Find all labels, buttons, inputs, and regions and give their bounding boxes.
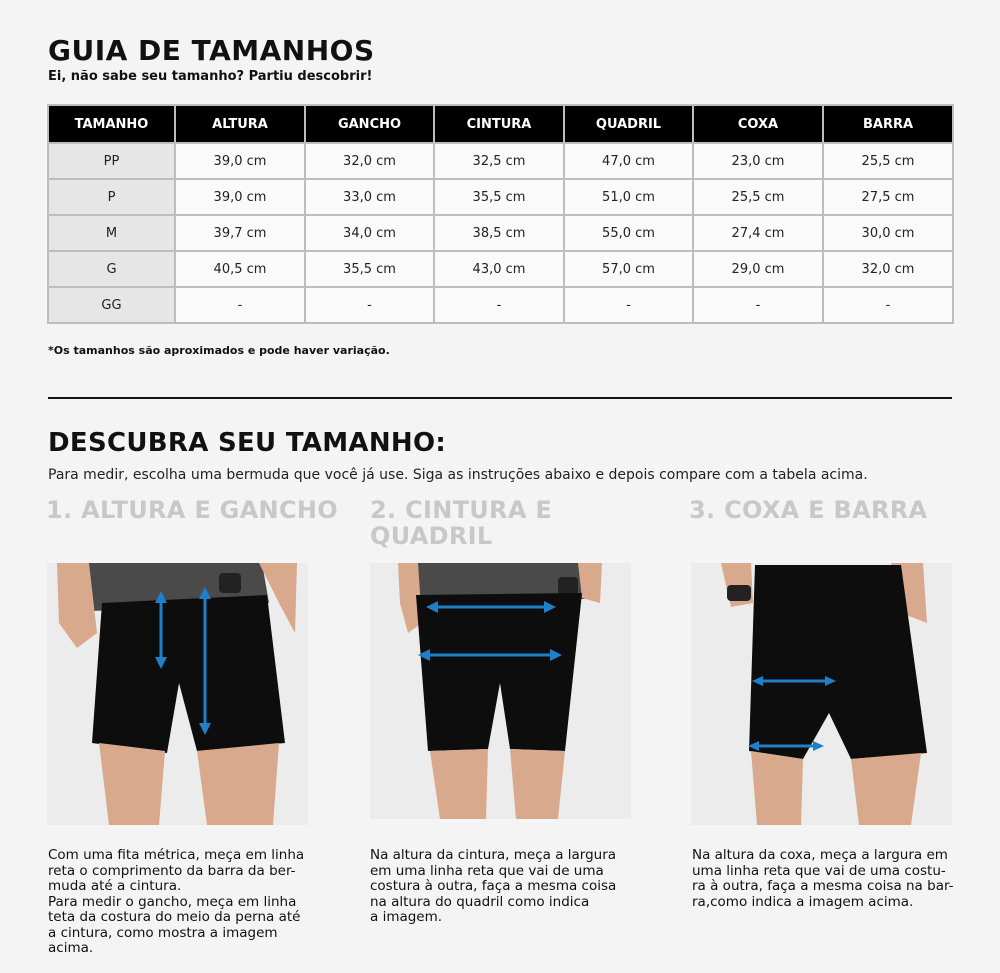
table-row [48,215,953,251]
size-cell: M [48,215,175,251]
table-cell: 55,0 cm [564,215,693,251]
col-header-barra: BARRA [823,105,953,143]
size-cell: P [48,179,175,215]
section-intro: Para medir, escolha uma bermuda que você já use. Siga as instruções abaixo e depois compare com a tabela acima. [48,467,868,483]
page-title: GUIA DE TAMANHOS [48,34,375,67]
step-3-description: Na altura da coxa, meça a largura em uma linha reta que vai de uma costu- ra à outra, faça a mesma coisa na bar- ra,como indica a imagem acima. [692,847,954,910]
table-cell: - [175,287,305,323]
step-3-photo [691,563,952,825]
col-header-coxa: COXA [693,105,823,143]
table-cell: 30,0 cm [823,215,953,251]
table-cell: 23,0 cm [693,143,823,179]
shorts-front-illustration [47,563,308,825]
table-cell: 43,0 cm [434,251,564,287]
size-cell: PP [48,143,175,179]
shorts-back-illustration [691,563,952,825]
shorts-front-waist-illustration [370,563,631,819]
table-cell: 27,4 cm [693,215,823,251]
size-cell: G [48,251,175,287]
size-table [47,104,954,324]
table-header-row [48,105,953,143]
table-cell: 38,5 cm [434,215,564,251]
step-1-description: Com uma fita métrica, meça em linha reta o comprimento da barra da ber- muda até a cintura. Para medir o gancho, meça em linha teta da costura do meio da perna até a cintura, como mostra a imagem acima. [48,847,305,956]
section-title: DESCUBRA SEU TAMANHO: [48,428,447,458]
table-cell: 32,0 cm [823,251,953,287]
table-cell: 25,5 cm [823,143,953,179]
table-cell: - [823,287,953,323]
page-subtitle: Ei, não sabe seu tamanho? Partiu descobrir! [48,69,373,84]
step-1-photo [47,563,308,825]
step-2-description: Na altura da cintura, meça a largura em uma linha reta que vai de uma costura à outra, faça a mesma coisa na altura do quadril como indica a imagem. [370,847,617,925]
table-cell: 32,0 cm [305,143,434,179]
table-cell: 39,0 cm [175,143,305,179]
table-cell: 33,0 cm [305,179,434,215]
table-row [48,251,953,287]
table-cell: 32,5 cm [434,143,564,179]
table-cell: 35,5 cm [305,251,434,287]
table-cell: 39,0 cm [175,179,305,215]
col-header-cintura: CINTURA [434,105,564,143]
col-header-altura: ALTURA [175,105,305,143]
table-cell: 40,5 cm [175,251,305,287]
step-1-title: 1. ALTURA E GANCHO [46,496,338,524]
table-cell: - [305,287,434,323]
section-divider [48,397,952,399]
table-cell: 39,7 cm [175,215,305,251]
table-cell: 51,0 cm [564,179,693,215]
table-cell: 34,0 cm [305,215,434,251]
step-2-title: 2. CINTURA E QUADRIL [370,496,553,550]
step-2-photo [370,563,631,819]
table-row [48,143,953,179]
table-cell: 35,5 cm [434,179,564,215]
table-row [48,287,953,323]
table-row [48,179,953,215]
table-cell: 25,5 cm [693,179,823,215]
col-header-quadril: QUADRIL [564,105,693,143]
step-3-title: 3. COXA E BARRA [689,496,928,524]
table-cell: 27,5 cm [823,179,953,215]
table-cell: - [434,287,564,323]
table-cell: - [564,287,693,323]
col-header-gancho: GANCHO [305,105,434,143]
size-cell: GG [48,287,175,323]
table-note: *Os tamanhos são aproximados e pode haver variação. [48,344,390,357]
table-cell: 29,0 cm [693,251,823,287]
table-cell: 57,0 cm [564,251,693,287]
table-cell: - [693,287,823,323]
table-cell: 47,0 cm [564,143,693,179]
col-header-size: TAMANHO [48,105,175,143]
